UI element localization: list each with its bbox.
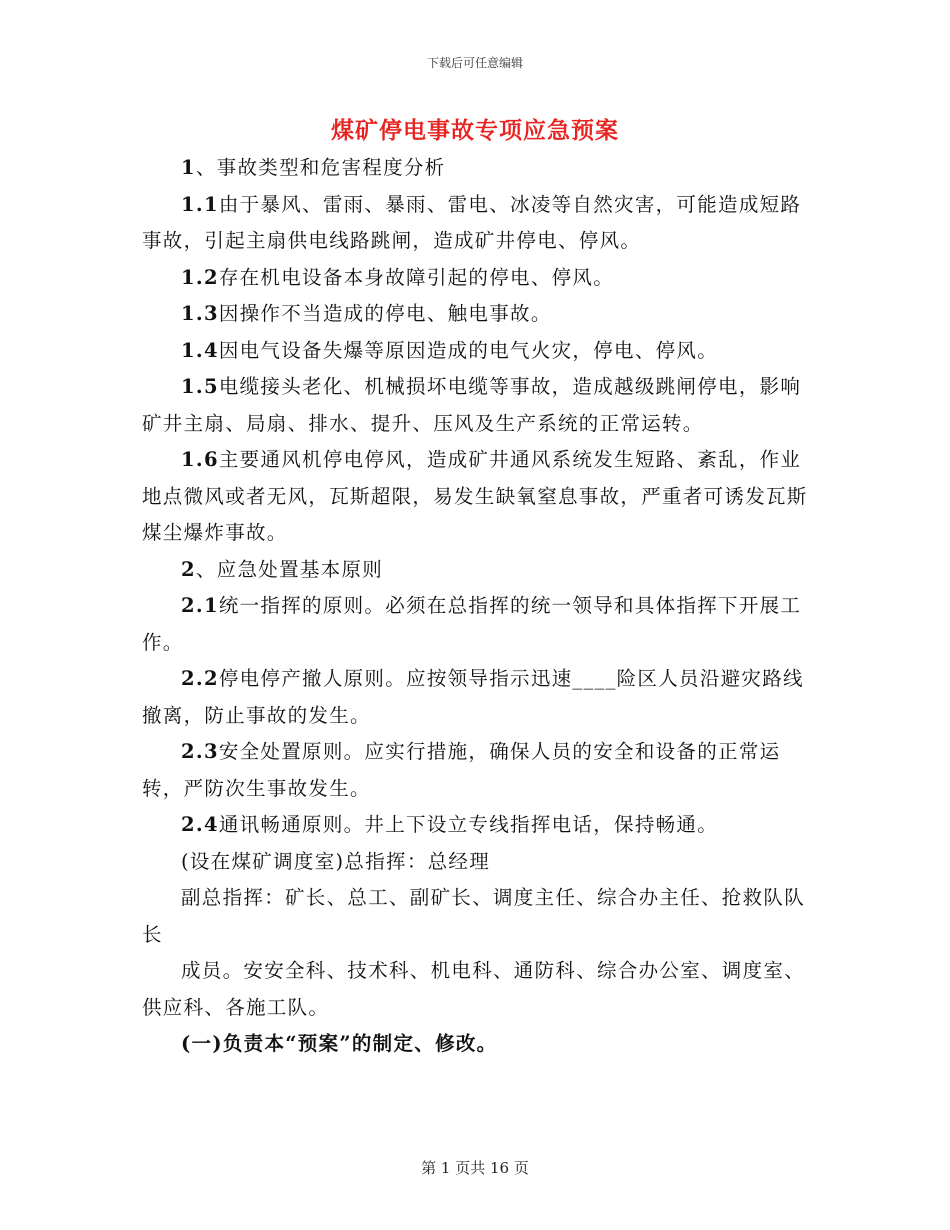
paragraph-text: 统一指挥的原则。必须在总指挥的统一领导和具体指挥下开展工作。	[142, 594, 802, 654]
document-title: 煤矿停电事故专项应急预案	[331, 117, 619, 144]
paragraph	[142, 844, 814, 881]
paragraph	[142, 807, 814, 844]
paragraph	[142, 369, 814, 442]
paragraph	[142, 296, 814, 333]
paragraph-number: 1.3	[181, 302, 219, 325]
paragraph-text: 因操作不当造成的停电、触电事故。	[218, 302, 552, 325]
paragraph-number: 1.2	[181, 265, 219, 289]
paragraph-text: 成员。安安全科、技术科、机电科、通防科、综合办公室、调度室、供应科、各施工队。	[142, 959, 806, 1019]
paragraph-number: 2.3	[181, 740, 219, 763]
paragraph	[142, 187, 814, 260]
paragraph-text: 通讯畅通原则。井上下设立专线指挥电话，保持畅通。	[218, 813, 719, 836]
document-body	[142, 150, 814, 1063]
paragraph	[142, 442, 814, 552]
paragraph-text: 电缆接头老化、机械损坏电缆等事故，造成越级跳闸停电，影响矿井主扇、局扇、排水、提升、压风及生产系统的正常运转。	[142, 375, 802, 435]
paragraph	[142, 333, 814, 370]
paragraph	[142, 953, 814, 1026]
paragraph-text: 存在机电设备本身故障引起的停电、停风。	[218, 265, 615, 289]
paragraph	[142, 150, 814, 187]
paragraph-text: 安全处置原则。应实行措施，确保人员的安全和设备的正常运转，严防次生事故发生。	[142, 740, 781, 800]
paragraph-number: 2	[181, 557, 196, 581]
paragraph-text: (一)负责本“预案”的制定、修改。	[181, 1032, 498, 1055]
paragraph	[142, 260, 814, 297]
paragraph-text: 、事故类型和危害程度分析	[195, 156, 446, 179]
paragraph-text: (设在煤矿调度室)总指挥：总经理	[181, 849, 491, 873]
paragraph-bold	[142, 1026, 814, 1063]
paragraph-number: 1.4	[181, 338, 219, 362]
paragraph-number: 1.5	[181, 375, 219, 398]
paragraph-number: 1	[181, 156, 196, 179]
paragraph	[142, 880, 814, 953]
paragraph-text: 停电停产撤人原则。应按领导指示迅速____险区人员沿避灾路线撤离，防止事故的发生。	[142, 667, 804, 727]
paragraph-number: 2.2	[181, 667, 219, 690]
page-header-note: 下载后可任意编辑	[426, 56, 523, 70]
paragraph	[142, 588, 814, 661]
paragraph-text: 因电气设备失爆等原因造成的电气火灾，停电、停风。	[218, 338, 719, 362]
page-number-footer: 第 1 页共 16 页	[421, 1159, 529, 1177]
paragraph	[142, 661, 814, 734]
paragraph-number: 2.4	[181, 813, 219, 836]
paragraph-text: 、应急处置基本原则	[195, 557, 384, 581]
paragraph-text: 主要通风机停电停风，造成矿井通风系统发生短路、紊乱，作业地点微风或者无风，瓦斯超限，易发生缺氧窒息事故，严重者可诱发瓦斯煤尘爆炸事故。	[142, 448, 808, 544]
paragraph-number: 2.1	[181, 594, 219, 617]
paragraph-number: 1.6	[181, 448, 219, 471]
paragraph-number: 1.1	[181, 192, 219, 216]
paragraph	[142, 734, 814, 807]
paragraph-text: 由于暴风、雷雨、暴雨、雷电、冰凌等自然灾害，可能造成短路事故，引起主扇供电线路跳闸，造成矿井停电、停风。	[142, 192, 802, 252]
paragraph-text: 副总指挥：矿长、总工、副矿长、调度主任、综合办主任、抢救队队长	[142, 886, 806, 946]
paragraph	[142, 552, 814, 589]
